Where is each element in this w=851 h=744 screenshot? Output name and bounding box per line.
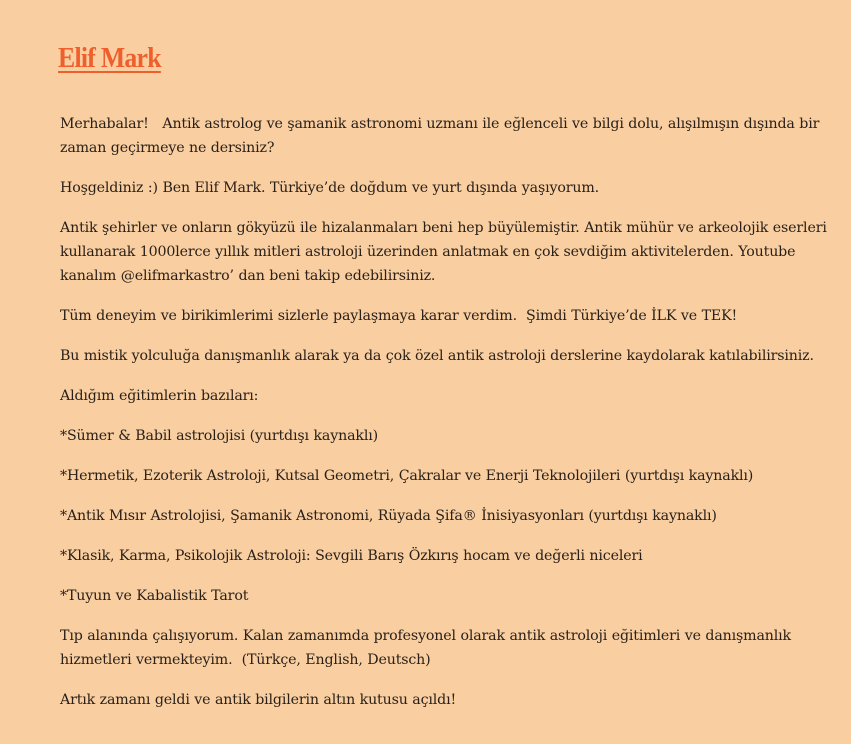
work-paragraph: Tıp alanında çalışıyorum. Kalan zamanımda profesyonel olarak antik astroloji eğitimleri ve danışmanlık hizmetleri vermekteyim. (Türkçe, English, Deutsch) [60,628,796,668]
training-item: *Antik Mısır Astrolojisi, Şamanik Astronomi, Rüyada Şifa® İnisiyasyonları (yurtdışı kaynaklı) [60,508,717,524]
trainings-title: Aldığım eğitimlerin bazıları: [60,388,259,404]
welcome-paragraph: Hoşgeldiniz :) Ben Elif Mark. Türkiye’de doğdum ve yurt dışında yaşıyorum. [60,180,599,196]
bio-content [60,112,832,712]
training-item: *Sümer & Babil astrolojisi (yurtdışı kaynaklı) [60,428,378,444]
training-item: *Klasik, Karma, Psikolojik Astroloji: Sevgili Barış Özkırış hocam ve değerli niceleri [60,548,643,564]
closing-paragraph: Artık zamanı geldi ve antik bilgilerin altın kutusu açıldı! [60,692,457,708]
training-item: *Tuyun ve Kabalistik Tarot [60,588,249,604]
share-paragraph: Tüm deneyim ve birikimlerimi sizlerle paylaşmaya karar verdim. Şimdi Türkiye’de İLK ve TEK! [60,308,738,324]
brand-logo-link[interactable]: Elif Mark [58,43,161,74]
about-paragraph: Antik şehirler ve onların gökyüzü ile hizalanmaları beni hep büyülemiştir. Antik mühür ve arkeolojik eserleri kullanarak 1000lerce yıllık mitleri astroloji üzerinden anlatmak en çok sevdiğim aktivitelerden. Youtube kanalım @elifmarkastro’ dan beni takip edebilirsiniz. [60,220,832,284]
journey-paragraph: Bu mistik yolculuğa danışmanlık alarak ya da çok özel antik astroloji derslerine kaydolarak katılabilirsiniz. [60,348,814,364]
intro-paragraph: Merhabalar! Antik astrolog ve şamanik astronomi uzmanı ile eğlenceli ve bilgi dolu, alışılmışın dışında bir zaman geçirmeye ne dersiniz? [60,116,824,156]
training-item: *Hermetik, Ezoterik Astroloji, Kutsal Geometri, Çakralar ve Enerji Teknolojileri (yurtdışı kaynaklı) [60,468,754,484]
